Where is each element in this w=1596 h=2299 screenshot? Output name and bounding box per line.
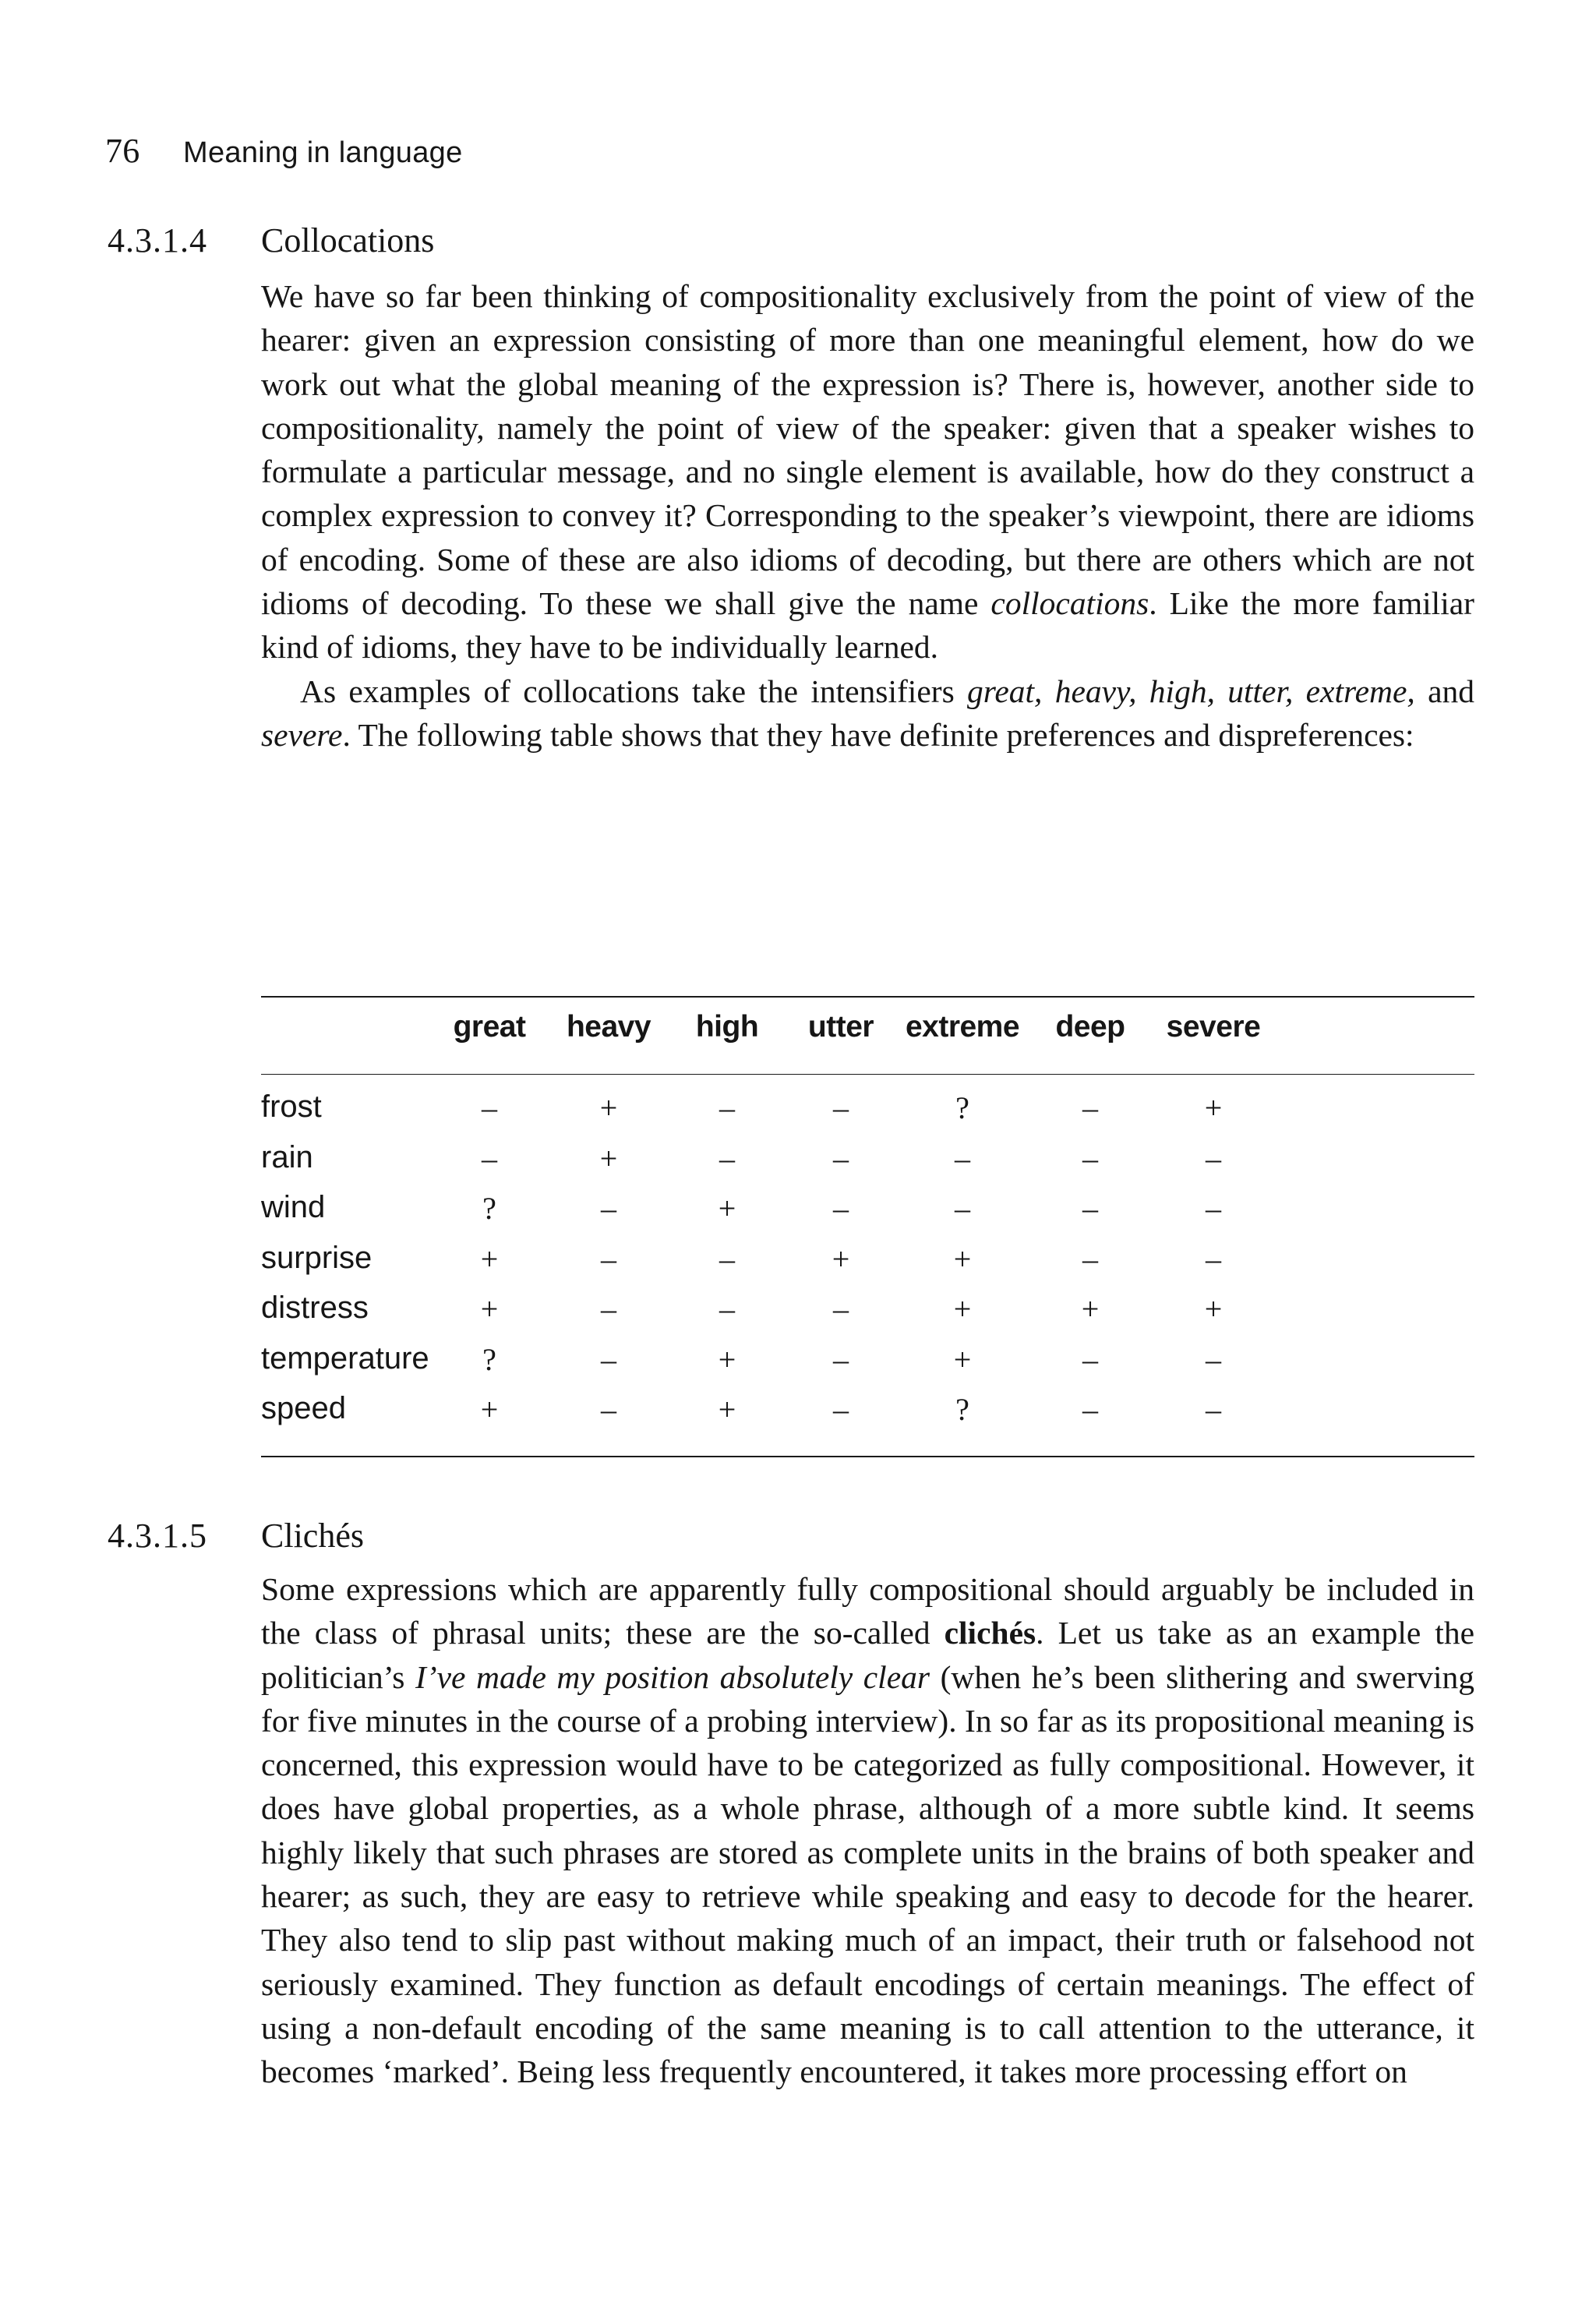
table-cell: –	[1082, 1341, 1098, 1377]
row-label-wind: wind	[261, 1190, 326, 1224]
section-title-cliches: Clichés	[261, 1517, 364, 1555]
table-cell: +	[480, 1392, 499, 1427]
section-number-collocations: 4.3.1.4	[108, 221, 207, 260]
table-cell: –	[1082, 1241, 1098, 1277]
column-header-severe: severe	[1166, 1010, 1261, 1044]
table-cell: +	[718, 1341, 736, 1377]
section-title-collocations: Collocations	[261, 221, 435, 260]
table-top-rule	[261, 996, 1474, 998]
column-header-deep: deep	[1055, 1010, 1125, 1044]
table-cell: –	[1082, 1140, 1098, 1176]
paragraph	[261, 1567, 1474, 2094]
table-cell: ?	[482, 1191, 496, 1226]
row-label-temperature: temperature	[261, 1340, 429, 1376]
table-cell: –	[719, 1140, 735, 1176]
text-run: . Let us take as an example the politician’s	[261, 1615, 1475, 1695]
table-cell: ?	[482, 1341, 496, 1377]
table-cell: +	[599, 1140, 618, 1176]
italic-run: severe	[261, 716, 343, 753]
table-cell: –	[601, 1392, 616, 1427]
table-header-rule	[261, 1074, 1474, 1075]
table-cell: ?	[955, 1090, 969, 1125]
column-header-heavy: heavy	[566, 1010, 651, 1044]
table-cell: –	[601, 1241, 616, 1277]
column-header-extreme: extreme	[905, 1010, 1020, 1044]
row-label-rain: rain	[261, 1139, 313, 1174]
table-cell: +	[953, 1241, 972, 1277]
row-label-speed: speed	[261, 1391, 346, 1425]
table-cell: –	[1206, 1191, 1221, 1226]
table-bottom-rule	[261, 1456, 1474, 1457]
table-cell: –	[601, 1341, 616, 1377]
running-head-title: Meaning in language	[183, 136, 463, 169]
table-cell: –	[833, 1090, 849, 1125]
text-run: We have so far been thinking of compositionality exclusively from the point of view of the hearer: given an expression consisting of more than one meaningful element, how do we work out what the global meaning of the expression is? There is, however, another side to compositionality, namely the point of view of the speaker: given that a speaker wishes to formulate a particular message, and no single element is available, how do they construct a complex expression to convey it? Corresponding to the speaker’s viewpoint, there are idioms of encoding. Some of these are also idioms of decoding, but there are others which are not idioms of decoding. To these we shall give the name	[261, 278, 1474, 622]
table-cell: +	[718, 1191, 736, 1226]
section-number-cliches: 4.3.1.5	[108, 1517, 207, 1555]
running-head	[105, 131, 463, 171]
table-cell: –	[1082, 1392, 1098, 1427]
italic-run: great, heavy, high, utter, extreme,	[967, 673, 1415, 709]
table-cell: –	[719, 1241, 735, 1277]
table-cell: –	[482, 1090, 497, 1125]
page-number: 76	[105, 132, 140, 170]
table-cell: –	[1206, 1241, 1221, 1277]
table-cell: +	[718, 1392, 736, 1427]
table-cell: +	[953, 1341, 972, 1377]
row-label-frost: frost	[261, 1089, 322, 1124]
table-cell: –	[955, 1140, 970, 1176]
paragraph	[261, 669, 1474, 758]
table-cell: –	[955, 1191, 970, 1226]
table-cell: –	[1082, 1191, 1098, 1226]
column-header-high: high	[695, 1010, 759, 1044]
table-cell: +	[599, 1090, 618, 1125]
text-run: . Like the more familiar kind of idioms, they have to be individually learned.	[261, 585, 1474, 666]
table-cell: –	[482, 1140, 497, 1176]
table-cell: –	[1082, 1090, 1098, 1125]
italic-run: collocations	[990, 585, 1149, 622]
table-cell: +	[1204, 1291, 1223, 1326]
table-cell: –	[833, 1341, 849, 1377]
table-cell: –	[833, 1291, 849, 1326]
text-run: Some expressions which are apparently fully compositional should arguably be included in the class of phrasal units; these are the so-called	[261, 1571, 1474, 1651]
column-header-utter: utter	[807, 1010, 874, 1044]
text-run: . The following table shows that they have definite preferences and dispreferences:	[342, 716, 1414, 753]
text-run: and	[1414, 673, 1474, 709]
table-cell: –	[719, 1090, 735, 1125]
table-cell: –	[833, 1191, 849, 1226]
column-header-great: great	[453, 1010, 526, 1044]
section-body-collocations	[261, 274, 1474, 757]
table-cell: +	[953, 1291, 972, 1326]
table-cell: ?	[955, 1392, 969, 1427]
table-cell: –	[1206, 1341, 1221, 1377]
text-run: As examples of collocations take the intensifiers	[300, 673, 967, 709]
table-cell: +	[480, 1291, 499, 1326]
row-label-surprise: surprise	[261, 1240, 373, 1275]
paragraph	[261, 274, 1474, 669]
table-cell: –	[833, 1392, 849, 1427]
bold-run: clichés	[944, 1615, 1036, 1651]
table-cell: –	[833, 1140, 849, 1176]
table-cell: +	[1081, 1291, 1100, 1326]
table-cell: –	[1206, 1140, 1221, 1176]
collocation-table	[261, 1004, 1474, 1452]
table-cell: +	[832, 1241, 850, 1277]
table-cell: –	[1206, 1392, 1221, 1427]
table-cell: –	[719, 1291, 735, 1326]
row-label-distress: distress	[261, 1291, 369, 1325]
section-body-cliches	[261, 1567, 1474, 2094]
table-cell: –	[601, 1291, 616, 1326]
table-cell: –	[601, 1191, 616, 1226]
italic-run: I’ve made my position absolutely clear	[415, 1658, 930, 1695]
text-run: (when he’s been slithering and swerving for five minutes in the course of a probing interview). In so far as its propositional meaning is concerned, this expression would have to be categorized as fully compositional. However, it does have global properties, as a whole phrase, although of a more subtle kind. It seems highly likely that such phrases are stored as complete units in the brains of both speaker and hearer; as such, they are easy to retrieve while speaking and easy to decode for the hearer. They also tend to slip past without making much of an impact, their truth or falsehood not seriously examined. They function as default encodings of certain meanings. The effect of using a non-default encoding of the same meaning is to call attention to the utterance, it becomes ‘marked’. Being less frequently encountered, it takes more processing effort on	[261, 1658, 1474, 2090]
table-cell: +	[480, 1241, 499, 1277]
table-cell: +	[1204, 1090, 1223, 1125]
